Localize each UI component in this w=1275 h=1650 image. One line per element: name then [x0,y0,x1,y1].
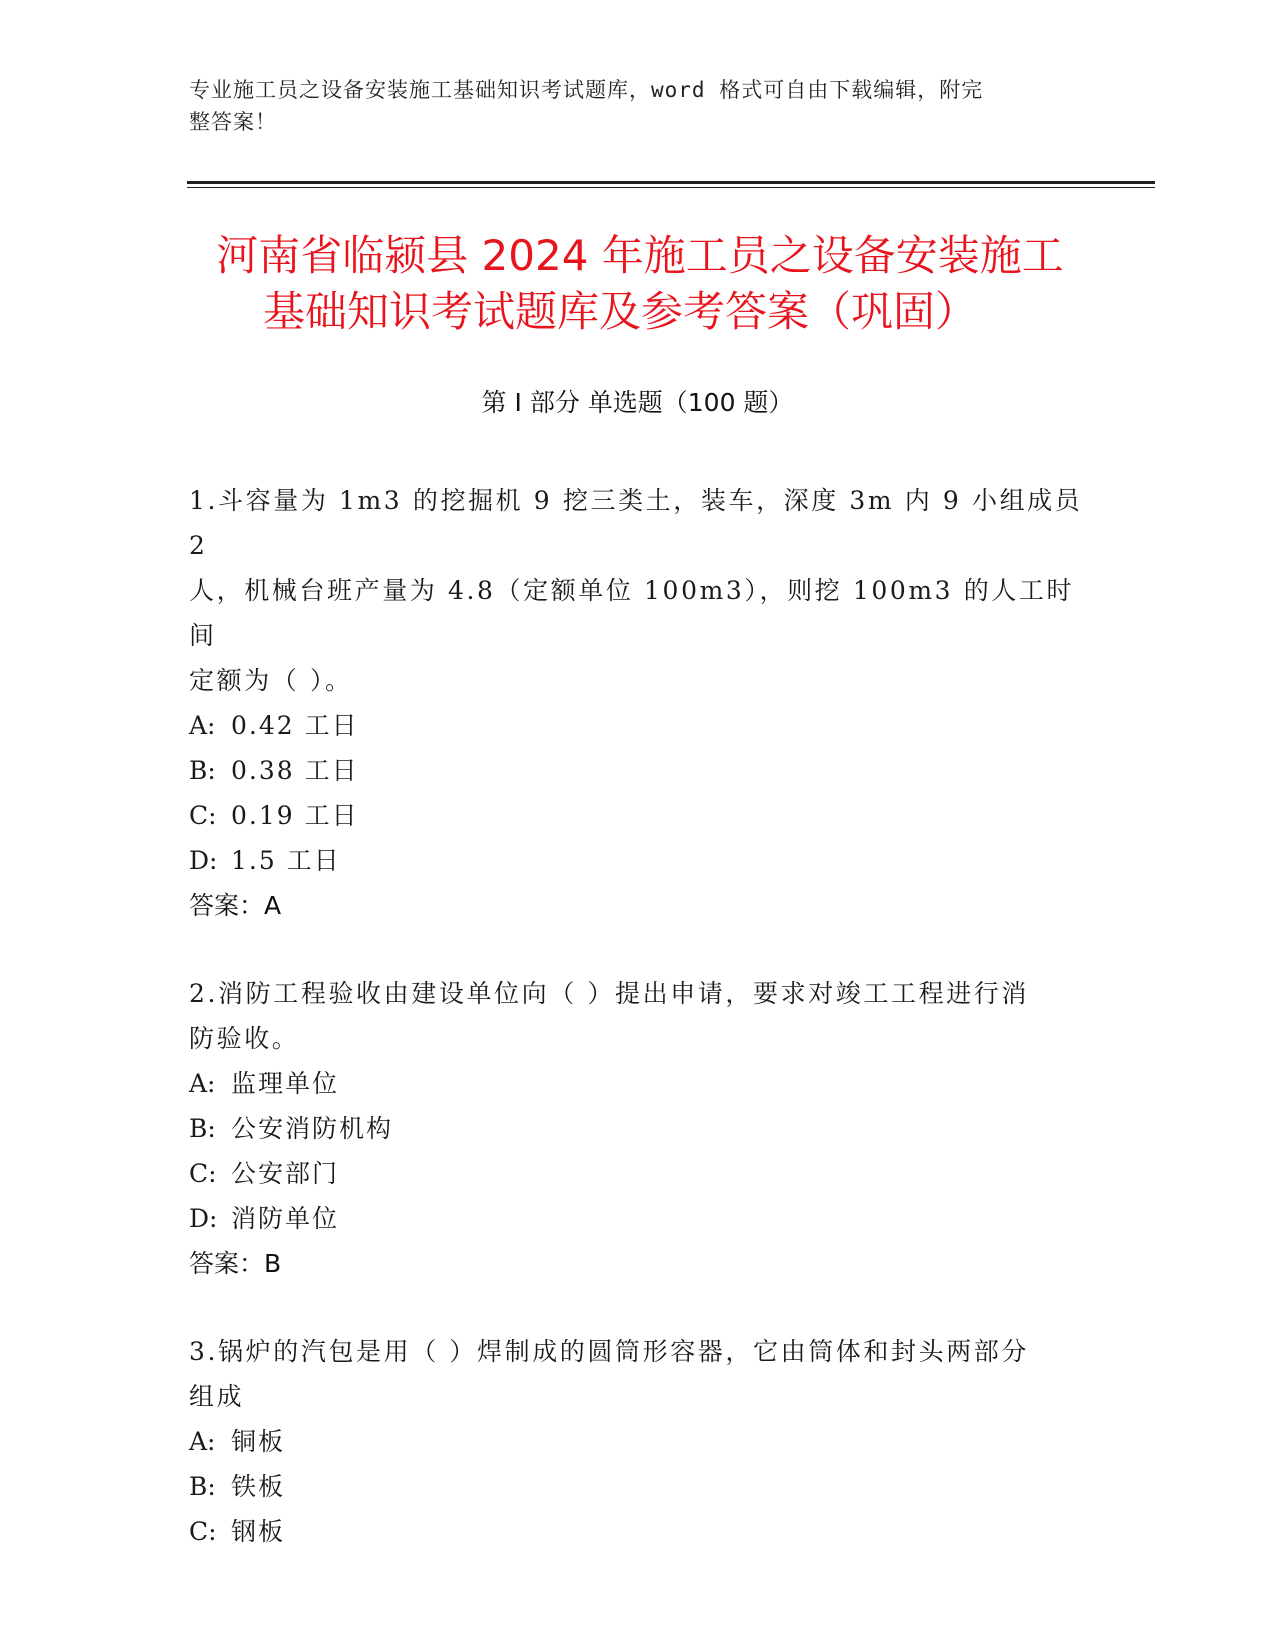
question-stem-line: 防验收。 [189,1024,300,1053]
question-stem-line: 人，机械台班产量为 4.8（定额单位 100m3），则挖 100m3 的人工时间 [189,576,1075,650]
option-c [189,793,1089,838]
option-text: 0.19 工日 [231,801,359,830]
option-d [189,838,1089,883]
option-text: 铁板 [231,1472,286,1501]
option-key: D: [189,846,218,875]
option-text: 钢板 [231,1517,286,1546]
option-text: 0.42 工日 [231,711,359,740]
option-key: B: [189,1472,216,1501]
document-title [160,228,1120,340]
option-text: 监理单位 [231,1069,340,1098]
option-key: C: [189,801,217,830]
option-a [189,1061,1089,1106]
title-line-2: 基础知识考试题库及参考答案（巩固） [262,287,977,336]
intro-line-2: 整答案！ [189,110,277,134]
header-divider-thin [187,187,1155,188]
answer-line: 答案：A [189,891,282,920]
option-b [189,748,1089,793]
intro-text [189,74,1069,138]
title-line-1: 河南省临颍县 2024 年施工员之设备安装施工 [216,231,1064,280]
option-key: D: [189,1204,218,1233]
option-a [189,703,1089,748]
section-heading: 第 I 部分 单选题（100 题） [481,388,794,417]
option-key: B: [189,1114,216,1143]
question-stem-line: 2.消防工程验收由建设单位向（ ）提出申请，要求对竣工工程进行消 [189,979,1030,1008]
option-key: C: [189,1517,217,1546]
option-b [189,1106,1089,1151]
option-text: 公安消防机构 [231,1114,394,1143]
question-stem-line: 组成 [189,1382,245,1411]
option-key: C: [189,1159,217,1188]
question-stem-line: 3.锅炉的汽包是用（ ）焊制成的圆筒形容器，它由筒体和封头两部分 [189,1337,1030,1366]
option-text: 公安部门 [231,1159,340,1188]
option-key: A: [189,1069,216,1098]
option-text: 0.38 工日 [231,756,359,785]
option-key: B: [189,756,216,785]
intro-line-1: 专业施工员之设备安装施工基础知识考试题库，word 格式可自由下载编辑，附完 [189,78,984,102]
option-a [189,1419,1089,1464]
question-stem-line: 1.斗容量为 1m3 的挖掘机 9 挖三类土，装车，深度 3m 内 9 小组成员 2 [189,486,1083,560]
option-key: A: [189,1427,216,1456]
option-text: 1.5 工日 [231,846,341,875]
question-stem-line: 定额为（ ）。 [189,666,353,695]
option-text: 铜板 [231,1427,286,1456]
answer-line: 答案：B [189,1249,282,1278]
option-key: A: [189,711,216,740]
option-c [189,1509,1089,1554]
option-b [189,1464,1089,1509]
question-2 [189,971,1089,1286]
option-c [189,1151,1089,1196]
option-text: 消防单位 [231,1204,340,1233]
question-3 [189,1329,1089,1554]
question-list [189,478,1089,1597]
question-1 [189,478,1089,928]
option-d [189,1196,1089,1241]
header-divider-thick [187,181,1155,184]
